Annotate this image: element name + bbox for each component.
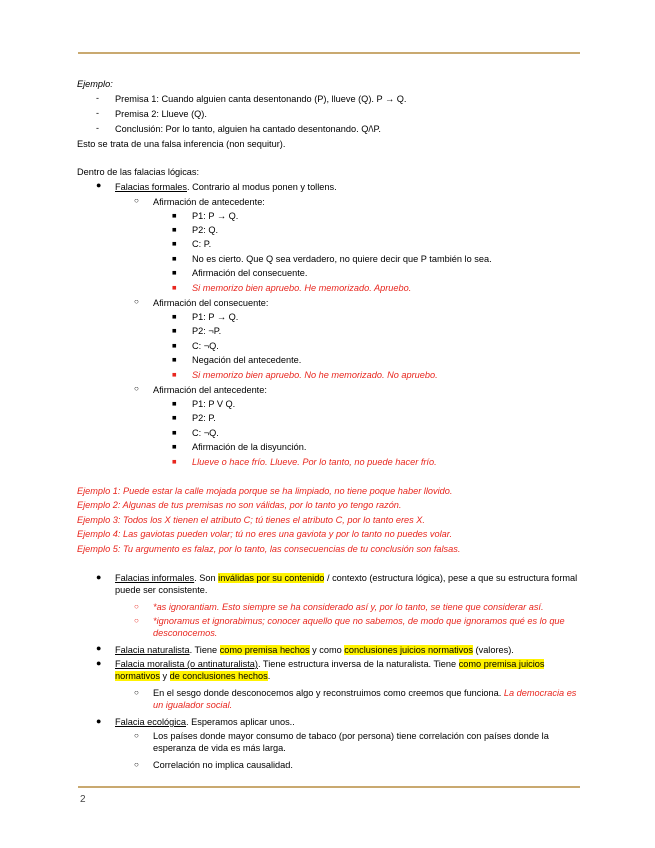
square-bullet-icon: ■ (172, 457, 177, 466)
square-bullet-icon: ■ (172, 283, 177, 292)
moralista-highlight: de conclusiones hechos (169, 671, 268, 682)
moralista-sub-text: En el sesgo donde desconocemos algo y reconstruimos como creemos que funciona. (153, 688, 502, 698)
circle-bullet-icon: ○ (134, 602, 139, 611)
header-rule (78, 52, 580, 54)
premise-1: Premisa 1: Cuando alguien canta desentonando (P), llueve (Q). P → Q. (115, 94, 407, 104)
premise-note: Esto se trata de una falsa inferencia (non sequitur). (77, 139, 286, 149)
ecologica-sub-1: Los países donde mayor consumo de tabaco (por persona) tiene correlación con países donde la esperanza de vida es más larga. (153, 731, 549, 754)
formal-group-3-item: Afirmación de la disyunción. (192, 442, 307, 452)
circle-bullet-icon: ○ (134, 297, 139, 306)
square-bullet-icon: ■ (172, 211, 177, 220)
square-bullet-icon: ■ (172, 268, 177, 277)
red-example-5: Ejemplo 5: Tu argumento es falaz, por lo tanto, las consecuencias de tu conclusión son falsas. (77, 544, 461, 554)
formal-desc: . Contrario al modus ponen y tollens. (187, 182, 337, 192)
moralista-highlight: como premisa juicios normativos (115, 659, 545, 682)
formal-group-1-title: Afirmación de antecedente: (153, 197, 265, 207)
bullet-icon: ● (96, 180, 102, 190)
circle-bullet-icon: ○ (134, 196, 139, 205)
moralista-paragraph (115, 658, 580, 682)
red-example-1: Ejemplo 1: Puede estar la calle mojada porque se ha limpiado, no tiene poque haber llovido. (77, 486, 453, 496)
informal-paragraph (115, 572, 580, 596)
informal-sub-1: *as ignorantiam. Esto siempre se ha considerado así y, por lo tanto, se tiene que considerar así. (153, 602, 544, 612)
formal-group-1-item: P1: P → Q. (192, 211, 239, 221)
section-intro: Dentro de las falacias lógicas: (77, 167, 200, 177)
naturalista-text: (valores). (472, 645, 514, 655)
dash-bullet: - (96, 108, 99, 118)
naturalista-text: . Tiene (189, 645, 220, 655)
square-bullet-icon: ■ (172, 326, 177, 335)
formal-group-2-item: P2: ¬P. (192, 326, 222, 336)
formal-group-1-item: Afirmación del consecuente. (192, 268, 308, 278)
formal-group-1-item: C: P. (192, 239, 212, 249)
moralista-text: y (159, 671, 170, 682)
circle-bullet-icon: ○ (134, 688, 139, 697)
red-example-4: Ejemplo 4: Las gaviotas pueden volar; tú no eres una gaviota y por lo tanto no puedes volar. (77, 529, 453, 539)
formal-title: Falacias formales (115, 182, 187, 192)
informal-highlight: inválidas por su contenido (218, 573, 325, 583)
square-bullet-icon: ■ (172, 341, 177, 350)
formal-group-2-example: Si memorizo bien apruebo. No he memorizado. No apruebo. (192, 370, 438, 380)
ecologica-title: Falacia ecológica (115, 717, 186, 727)
naturalista-paragraph (115, 644, 514, 656)
square-bullet-icon: ■ (172, 428, 177, 437)
formal-group-1-example: Si memorizo bien apruebo. He memorizado. Apruebo. (192, 283, 412, 293)
ecologica-sub-2: Correlación no implica causalidad. (153, 760, 293, 770)
bullet-icon: ● (96, 658, 102, 668)
formal-group-3-item: P2: P. (192, 413, 216, 423)
red-example-2: Ejemplo 2: Algunas de tus premisas no son válidas, por lo tanto yo tengo razón. (77, 500, 402, 510)
footer-rule (78, 786, 580, 788)
formal-group-2-item: C: ¬Q. (192, 341, 219, 351)
formal-group-3-title: Afirmación del antecedente: (153, 385, 267, 395)
naturalista-highlight: conclusiones juicios normativos (344, 645, 473, 655)
bullet-icon: ● (96, 716, 102, 726)
naturalista-highlight: como premisa hechos (219, 645, 310, 655)
square-bullet-icon: ■ (172, 355, 177, 364)
moralista-sub-red: La democracia es un igualador social. (153, 688, 577, 711)
circle-bullet-icon: ○ (134, 616, 139, 625)
circle-bullet-icon: ○ (134, 760, 139, 769)
ecologica-paragraph (115, 716, 295, 728)
moralista-text: . Tiene estructura inversa de la naturalista. Tiene (257, 659, 459, 669)
square-bullet-icon: ■ (172, 442, 177, 451)
square-bullet-icon: ■ (172, 370, 177, 379)
formal-group-3-item: P1: P V Q. (192, 399, 236, 409)
moralista-sub (153, 687, 580, 711)
circle-bullet-icon: ○ (134, 731, 139, 740)
square-bullet-icon: ■ (172, 254, 177, 263)
square-bullet-icon: ■ (172, 239, 177, 248)
formal-heading (115, 181, 337, 193)
moralista-text: . (267, 671, 271, 682)
informal-title: Falacias informales (115, 573, 195, 583)
square-bullet-icon: ■ (172, 225, 177, 234)
ecologica-text: . Esperamos aplicar unos.. (186, 717, 295, 727)
formal-group-3-item: C: ¬Q. (192, 428, 219, 438)
dash-bullet: - (96, 93, 99, 103)
circle-bullet-icon: ○ (134, 384, 139, 393)
informal-text: / contexto (estructura lógica), pese a que su estructura formal puede ser consistente. (115, 573, 578, 596)
premise-conclusion: Conclusión: Por lo tanto, alguien ha cantado desentonando. Q/\P. (115, 124, 381, 134)
square-bullet-icon: ■ (172, 399, 177, 408)
informal-sub-2: *ignoramus et ignorabimus; conocer aquello que no sabemos, de modo que ignoramos qué es lo que desconocemos. (153, 616, 565, 639)
square-bullet-icon: ■ (172, 413, 177, 422)
square-bullet-icon: ■ (172, 312, 177, 321)
dash-bullet: - (96, 123, 99, 133)
bullet-icon: ● (96, 572, 102, 582)
example-header: Ejemplo: (77, 79, 113, 89)
page-number: 2 (80, 794, 86, 805)
red-example-3: Ejemplo 3: Todos los X tienen el atributo C; tú tienes el atributo C, por lo tanto eres X. (77, 515, 425, 525)
formal-group-1-item: No es cierto. Que Q sea verdadero, no quiere decir que P también lo sea. (192, 254, 492, 264)
formal-group-2-title: Afirmación del consecuente: (153, 298, 269, 308)
bullet-icon: ● (96, 643, 102, 653)
informal-text: . Son (194, 573, 219, 583)
formal-group-1-item: P2: Q. (192, 225, 219, 235)
moralista-title: Falacia moralista (o antinaturalista) (115, 659, 258, 669)
premise-2: Premisa 2: Llueve (Q). (115, 109, 207, 119)
naturalista-title: Falacia naturalista (115, 645, 190, 655)
formal-group-2-item: Negación del antecedente. (192, 355, 302, 365)
formal-group-3-example: Llueve o hace frío. Llueve. Por lo tanto, no puede hacer frío. (192, 457, 437, 467)
formal-group-2-item: P1: P → Q. (192, 312, 239, 322)
naturalista-text: y como (309, 645, 345, 655)
